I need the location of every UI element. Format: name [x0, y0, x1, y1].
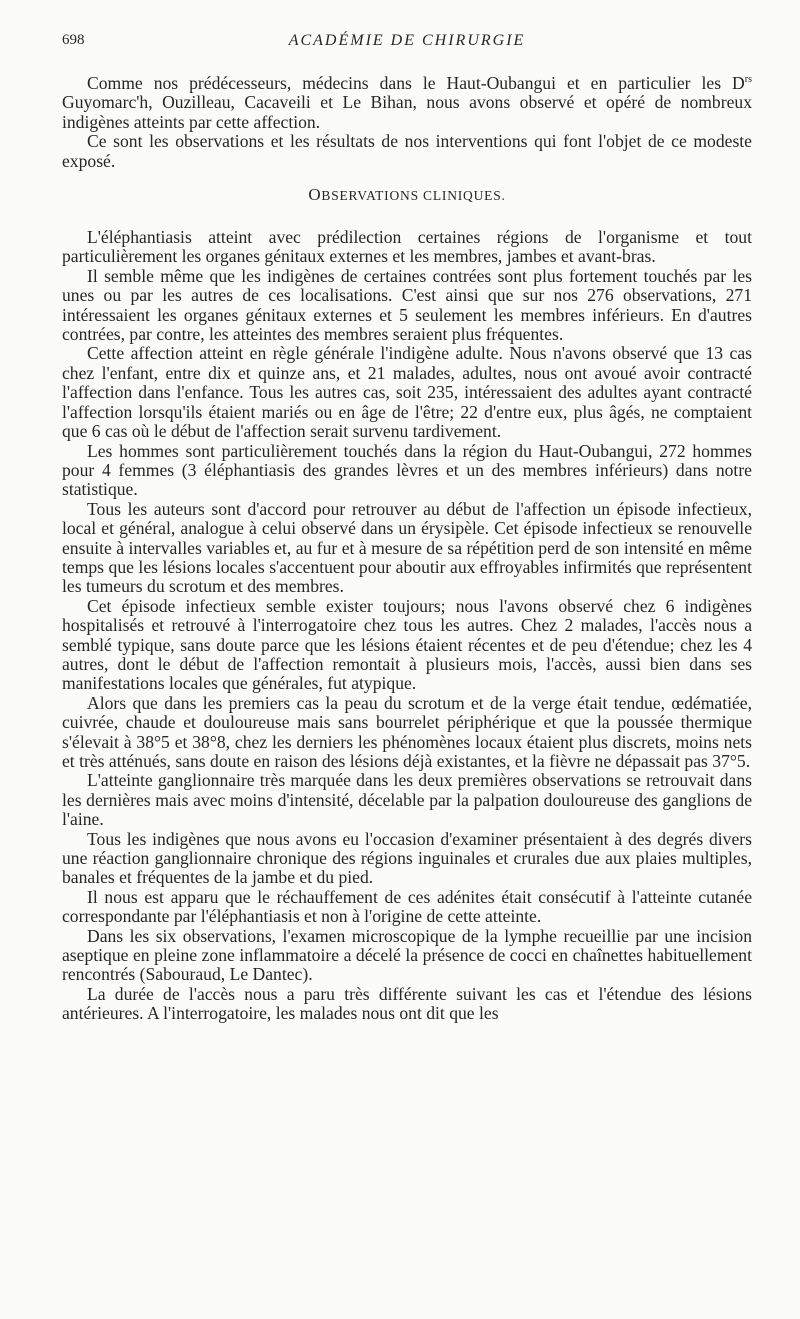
paragraph: Dans les six observations, l'examen microscopique de la lymphe recueillie par une incision aseptique en pleine zone inflammatoire a décelé la présence de cocci en chaînettes habituellement rencontrés (Sabouraud, Le Dantec).: [62, 925, 752, 985]
paragraph: L'éléphantiasis atteint avec prédilection certaines régions de l'organisme et tout particulièrement les organes génitaux externes et les membres, jambes et avant-bras.: [62, 227, 752, 267]
paragraph: La durée de l'accès nous a paru très différente suivant les cas et l'étendue des lésions antérieures. A l'interrogatoire, les malades nous ont dit que les: [62, 983, 752, 1024]
intro-paragraph-2: Ce sont les observations et les résultats de nos interventions qui font l'objet de ce modeste exposé.: [62, 131, 752, 171]
intro-text-end: Guyomarc'h, Ouzilleau, Cacaveili et Le Bihan, nous avons observé et opéré de nombreux indigènes atteints par cette affection.: [62, 92, 752, 132]
section-heading: [62, 185, 752, 205]
paragraph: Cette affection atteint en règle générale l'indigène adulte. Nous n'avons observé que 13 cas chez l'enfant, entre dix et quinze ans, et 21 malades, adultes, nous ont avoué avoir contracté l'affection dans l'enfance. Tous les autres cas, soit 235, intéressaient des adultes ayant contracté l'affection lorsqu'ils étaient mariés ou en âge de l'être; 22 d'entre eux, plus âgés, ne comptaient que 6 cas où le début de l'affection serait survenu tardivement.: [62, 343, 752, 442]
section-heading-rest: BSERVATIONS CLINIQUES.: [321, 188, 506, 204]
article-body: [62, 74, 752, 1024]
paragraph: Tous les auteurs sont d'accord pour retrouver au début de l'affection un épisode infectieux, local et général, analogue à celui observé dans un érysipèle. Cet épisode infectieux se renouvelle ensuite à intervalles variables et, au fur et à mesure de sa répétition perd de son intensité en même temps que les lésions locales s'accentuent pour aboutir aux effroyables infirmités que représentent les tumeurs du scrotum et des membres.: [62, 498, 752, 597]
paragraph: L'atteinte ganglionnaire très marquée dans les deux premières observations se retrouvait dans les dernières mais avec moins d'intensité, décelable par la palpation douloureuse des ganglions de l'aine.: [62, 770, 752, 830]
page-number: 698: [62, 32, 85, 48]
paragraph: Les hommes sont particulièrement touchés dans la région du Haut-Oubangui, 272 hommes pour 4 femmes (3 éléphantiasis des grandes lèvres et un des membres inférieurs) dans notre statistique.: [62, 440, 752, 500]
intro-text-start: Comme nos prédécesseurs, médecins dans le Haut-Oubangui et en particulier les D: [87, 73, 745, 93]
section-heading-initial: O: [308, 185, 322, 205]
paragraph: Il semble même que les indigènes de certaines contrées sont plus fortement touchés par les unes ou par les autres de ces localisations. C'est ainsi que sur nos 276 observations, 271 intéressaient les organes génitaux externes et 5 seulement les membres inférieurs. En d'autres contrées, par contre, les atteintes des membres seraient plus fréquentes.: [62, 265, 752, 345]
journal-title: ACADÉMIE DE CHIRURGIE: [288, 32, 526, 49]
doctors-abbrev-superscript: rs: [744, 74, 752, 86]
paragraph: Cet épisode infectieux semble exister toujours; nous l'avons observé chez 6 indigènes hospitalisés et retrouvé à l'interrogatoire chez tous les autres. Chez 2 malades, l'accès nous a semblé typique, sans doute parce que les lésions étaient récentes et de peu d'étendue; chez les 4 autres, dont le début de l'affection remontait à plusieurs mois, l'accès, aussi bien dans ses manifestations locales que générales, fut atypique.: [62, 595, 752, 694]
paragraph: Tous les indigènes que nous avons eu l'occasion d'examiner présentaient à des degrés divers une réaction ganglionnaire chronique des régions inguinales et crurales due aux plaies multiples, banales et fréquentes de la jambe et du pied.: [62, 828, 752, 888]
paragraph: Alors que dans les premiers cas la peau du scrotum et de la verge était tendue, œdématiée, cuivrée, chaude et douloureuse mais sans bourrelet périphérique et que la poussée thermique s'élevait à 38°5 et 38°8, chez les derniers les phénomènes locaux étaient plus discrets, moins nets et très atténués, sans doute en raison des lésions déjà existantes, et la fièvre ne dépassait pas 37°5.: [62, 692, 752, 771]
paragraph: Il nous est apparu que le réchauffement de ces adénites était consécutif à l'atteinte cutanée correspondante par l'éléphantiasis et non à l'origine de cette atteinte.: [62, 886, 752, 927]
intro-paragraph-1: [62, 74, 752, 132]
running-head: [62, 32, 752, 54]
